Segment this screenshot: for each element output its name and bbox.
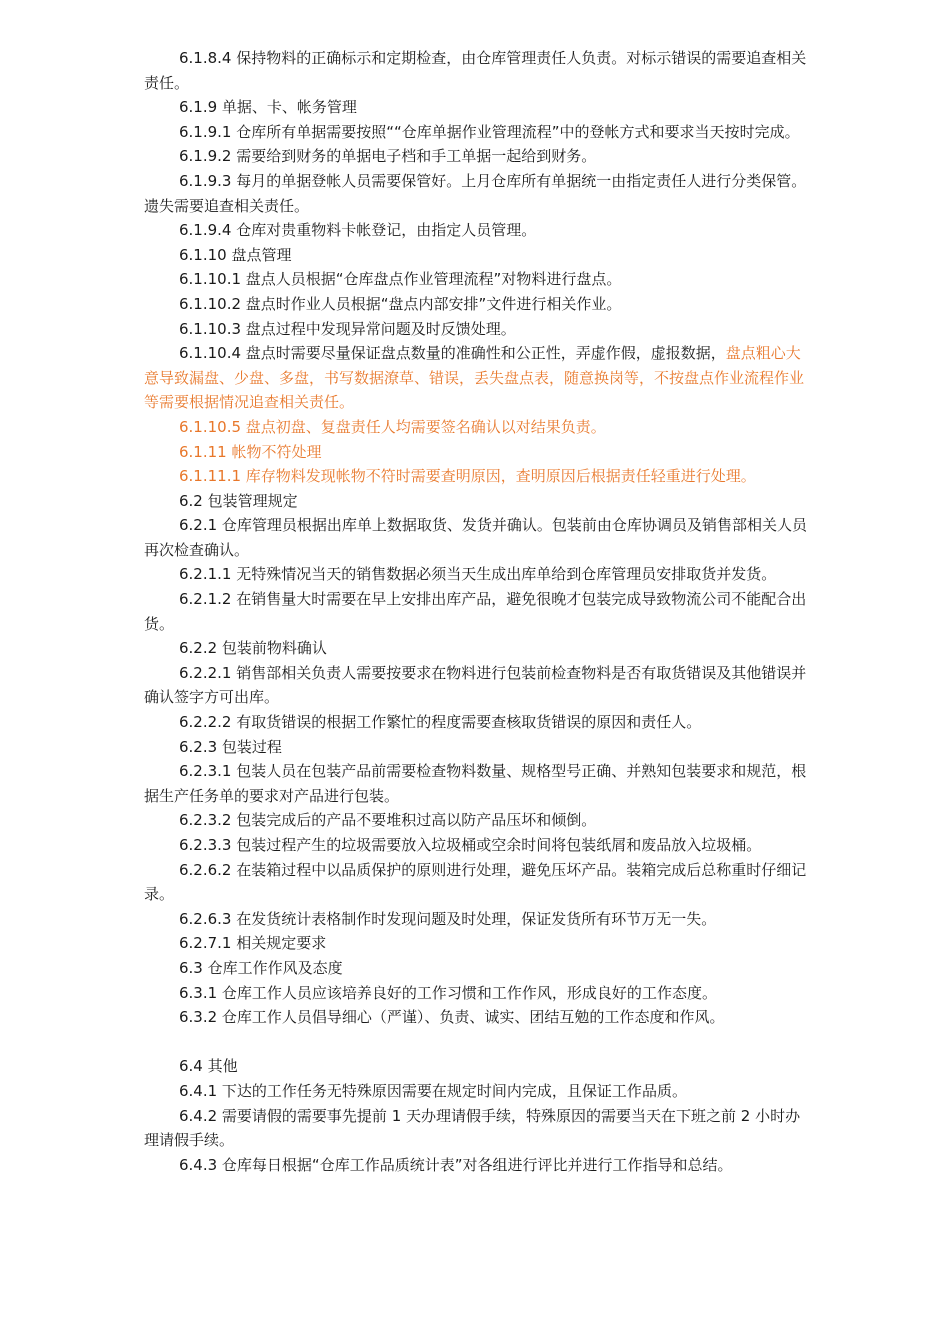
paragraph: 6.2.3.2 包装完成后的产品不要堆积过高以防产品压坏和倾倒。 bbox=[179, 811, 597, 830]
document-body bbox=[144, 46, 812, 1177]
section-heading: 6.2.2 包装前物料确认 bbox=[179, 639, 327, 658]
highlighted-section-heading: 6.1.11 帐物不符处理 bbox=[179, 442, 322, 461]
section-heading: 6.2.7.1 相关规定要求 bbox=[179, 934, 327, 953]
paragraph: 6.2.6.2 在装箱过程中以品质保护的原则进行处理，避免压坏产品。装箱完成后总称重时仔细记录。 bbox=[144, 860, 807, 904]
paragraph: 6.2.2.2 有取货错误的根据工作繁忙的程度需要查核取货错误的原因和责任人。 bbox=[179, 713, 702, 732]
paragraph-orange-part: 盘点粗心大意导致漏盘、少盘、多盘，书写数据潦草、错误，丢失盘点表，随意换岗等，不按盘点作业流程作业等需要根据情况追查相关责任。 bbox=[144, 344, 805, 412]
paragraph: 6.3.1 仓库工作人员应该培养良好的工作习惯和工作作风，形成良好的工作态度。 bbox=[179, 983, 717, 1002]
paragraph: 6.1.8.4 保持物料的正确标示和定期检查，由仓库管理责任人负责。对标示错误的需要追查相关责任。 bbox=[144, 49, 807, 92]
paragraph: 6.1.9.2 需要给到财务的单据电子档和手工单据一起给到财务。 bbox=[179, 147, 597, 166]
paragraph: 6.4.3 仓库每日根据“仓库工作品质统计表”对各组进行评比并进行工作指导和总结。 bbox=[179, 1155, 733, 1174]
paragraph: 6.1.10.2 盘点时作业人员根据“盘点内部安排”文件进行相关作业。 bbox=[179, 294, 622, 313]
blank-line bbox=[144, 1030, 812, 1055]
paragraph: 6.1.10.1 盘点人员根据“仓库盘点作业管理流程”对物料进行盘点。 bbox=[179, 270, 622, 289]
paragraph: 6.1.9.4 仓库对贵重物料卡帐登记，由指定人员管理。 bbox=[179, 221, 537, 240]
paragraph: 6.1.10.3 盘点过程中发现异常问题及时反馈处理。 bbox=[179, 319, 516, 338]
section-heading: 6.2.3 包装过程 bbox=[179, 737, 282, 756]
paragraph: 6.2.3.1 包装人员在包装产品前需要检查物料数量、规格型号正确、并熟知包装要求和规范，根据生产任务单的要求对产品进行包装。 bbox=[144, 762, 807, 805]
paragraph: 6.1.9.1 仓库所有单据需要按照““仓库单据作业管理流程”中的登帐方式和要求当天按时完成。 bbox=[179, 122, 800, 141]
section-heading: 6.3 仓库工作作风及态度 bbox=[179, 958, 343, 977]
paragraph: 6.1.9.3 每月的单据登帐人员需要保管好。上月仓库所有单据统一由指定责任人进行分类保管。遗失需要追查相关责任。 bbox=[144, 171, 807, 215]
section-heading: 6.2 包装管理规定 bbox=[179, 491, 298, 510]
paragraph: 6.2.6.3 在发货统计表格制作时发现问题及时处理，保证发货所有环节万无一失。 bbox=[179, 909, 717, 928]
section-heading: 6.1.10 盘点管理 bbox=[179, 245, 292, 264]
paragraph: 6.3.2 仓库工作人员倡导细心（严谨）、负责、诚实、团结互勉的工作态度和作风。 bbox=[179, 1008, 725, 1027]
paragraph: 6.2.1 仓库管理员根据出库单上数据取货、发货并确认。包装前由仓库协调员及销售部相关人员再次检查确认。 bbox=[144, 516, 807, 559]
section-heading: 6.4 其他 bbox=[179, 1057, 238, 1076]
mixed-color-paragraph bbox=[144, 341, 812, 415]
section-heading: 6.1.9 单据、卡、帐务管理 bbox=[179, 98, 357, 117]
paragraph: 6.2.1.2 在销售量大时需要在早上安排出库产品，避免很晚才包装完成导致物流公司不能配合出货。 bbox=[144, 590, 807, 633]
paragraph-black-part: 6.1.10.4 盘点时需要尽量保证盘点数量的准确性和公正性，弄虚作假，虚报数据， bbox=[179, 344, 726, 363]
paragraph: 6.2.3.3 包装过程产生的垃圾需要放入垃圾桶或空余时间将包装纸屑和废品放入垃圾桶。 bbox=[179, 836, 762, 854]
highlighted-paragraph: 6.1.10.5 盘点初盘、复盘责任人均需要签名确认以对结果负责。 bbox=[179, 417, 606, 436]
paragraph: 6.2.2.1 销售部相关负责人需要按要求在物料进行包装前检查物料是否有取货错误及其他错误并确认签字方可出库。 bbox=[144, 663, 807, 707]
paragraph: 6.4.2 需要请假的需要事先提前 1 天办理请假手续，特殊原因的需要当天在下班之前 2 小时办理请假手续。 bbox=[144, 1106, 801, 1150]
paragraph: 6.2.1.1 无特殊情况当天的销售数据必须当天生成出库单给到仓库管理员安排取货并发货。 bbox=[179, 565, 777, 584]
highlighted-paragraph: 6.1.11.1 库存物料发现帐物不符时需要查明原因，查明原因后根据责任轻重进行处理。 bbox=[179, 467, 756, 486]
paragraph: 6.4.1 下达的工作任务无特殊原因需要在规定时间内完成，且保证工作品质。 bbox=[179, 1081, 687, 1100]
